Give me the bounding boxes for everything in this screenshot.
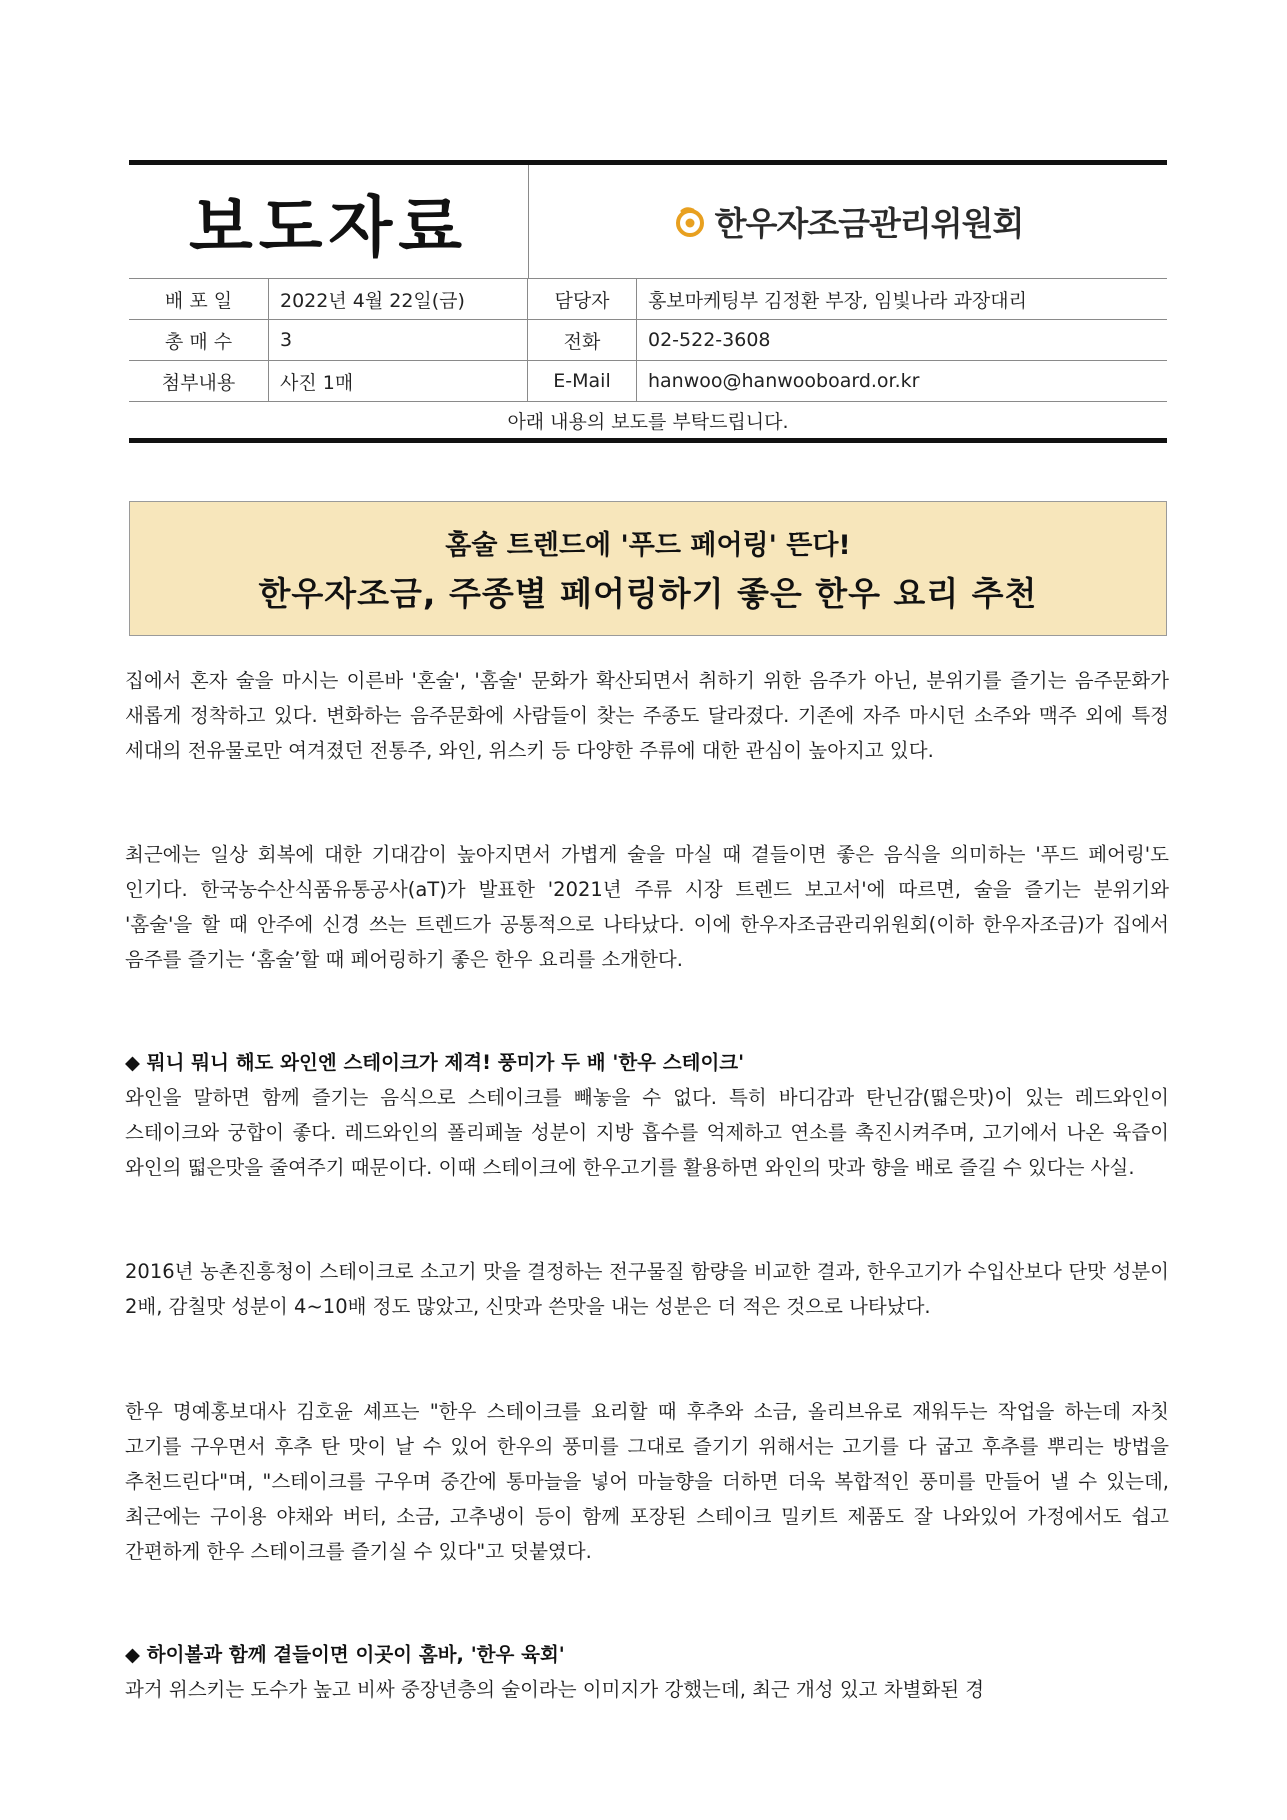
label-phone: 전화 xyxy=(528,320,637,360)
title-cell xyxy=(129,165,529,278)
info-row-pages xyxy=(129,320,1167,361)
value-attachment: 사진 1매 xyxy=(269,361,528,401)
label-date: 배 포 일 xyxy=(129,279,269,319)
headline-title: 한우자조금, 주종별 페어링하기 좋은 한우 요리 추천 xyxy=(258,573,1038,613)
value-contact: 홍보마케팅부 김정환 부장, 임빛나라 과장대리 xyxy=(648,289,1027,312)
label-pages: 총 매 수 xyxy=(129,320,269,360)
paragraph-6: 과거 위스키는 도수가 높고 비싸 중장년층의 술이라는 이미지가 강했는데, 최근 개성 있고 차별화된 경 xyxy=(125,1678,985,1701)
value-pages: 3 xyxy=(269,320,528,360)
headline-subtitle: 홈술 트렌드에 '푸드 페어링' 뜬다! xyxy=(445,529,851,561)
title-row xyxy=(129,165,1167,279)
paragraph-5: 한우 명예홍보대사 김호윤 셰프는 "한우 스테이크를 요리할 때 후추와 소금, 올리브유로 재워두는 작업을 하는데 자칫 고기를 구우면서 후추 탄 맛이 날 수 있어 한우의 풍미를 그대로 즐기기 위해서는 고기를 다 굽고 후추를 뿌리는 방법을 추천드린다"며, "스테이크를 구우며 중간에 통마늘을 넣어 마늘향을 더하면 더욱 복합적인 풍미를 만들어 낼 수 있는데, 최근에는 구이용 야채와 버터, 소금, 고추냉이 등이 함께 포장된 스테이크 밀키트 제품도 잘 나와있어 가정에서도 쉽고 간편하게 한우 스테이크를 즐기실 수 있다"고 덧붙였다. xyxy=(125,1400,1169,1563)
label-attachment: 첨부내용 xyxy=(129,361,269,401)
paragraph-1: 집에서 혼자 술을 마시는 이른바 '혼술', '홈술' 문화가 확산되면서 취하기 위한 음주가 아닌, 분위기를 즐기는 음주문화가 새롭게 정착하고 있다. 변화하는 음주문화에 사람들이 찾는 주종도 달라졌다. 기존에 자주 마시던 소주와 맥주 외에 특정 세대의 전유물로만 여겨졌던 전통주, 와인, 위스키 등 다양한 주류에 대한 관심이 높아지고 있다. xyxy=(125,669,1169,762)
section-heading-yukhoe: ◆ 하이볼과 함께 곁들이면 이곳이 홈바, '한우 육회' xyxy=(125,1643,565,1666)
info-row-attachment xyxy=(129,361,1167,402)
value-date: 2022년 4월 22일(금) xyxy=(269,279,528,319)
paragraph-4: 2016년 농촌진흥청이 스테이크로 소고기 맛을 결정하는 전구물질 함량을 비교한 결과, 한우고기가 수입산보다 단맛 성분이 2배, 감칠맛 성분이 4~10배 정도 많았고, 신맛과 쓴맛을 내는 성분은 더 적은 것으로 나타났다. xyxy=(125,1260,1169,1318)
header-table xyxy=(129,160,1167,443)
paragraph-2: 최근에는 일상 회복에 대한 기대감이 높아지면서 가볍게 술을 마실 때 곁들이면 좋은 음식을 의미하는 '푸드 페어링'도 인기다. 한국농수산식품유통공사(aT)가 발표한 '2021년 주류 시장 트렌드 보고서'에 따르면, 술을 즐기는 분위기와 '홈술'을 할 때 안주에 신경 쓰는 트렌드가 공통적으로 나타났다. 이에 한우자조금관리위원회(이하 한우자조금)가 집에서 음주를 즐기는 ‘홈술’할 때 페어링하기 좋은 한우 요리를 소개한다. xyxy=(125,843,1169,971)
org-logo xyxy=(673,198,1024,245)
headline-box xyxy=(129,501,1167,636)
paragraph-3: 와인을 말하면 함께 즐기는 음식으로 스테이크를 빼놓을 수 없다. 특히 바디감과 탄닌감(떫은맛)이 있는 레드와인이 스테이크와 궁합이 좋다. 레드와인의 폴리페놀 성분이 지방 흡수를 억제하고 연소를 촉진시켜주며, 고기에서 나온 육즙이 와인의 떫은맛을 줄여주기 때문이다. 이때 스테이크에 한우고기를 활용하면 와인의 맛과 향을 배로 즐길 수 있다는 사실. xyxy=(125,1086,1169,1179)
section-heading-steak: ◆ 뭐니 뭐니 해도 와인엔 스테이크가 제격! 풍미가 두 배 '한우 스테이크' xyxy=(125,1051,745,1074)
logo-cell xyxy=(529,165,1167,278)
page-title: 보도자료 xyxy=(188,189,469,266)
org-name: 한우자조금관리위원회 xyxy=(714,204,1024,243)
label-email: E-Mail xyxy=(528,361,637,401)
info-row-date xyxy=(129,279,1167,320)
hanwoo-logo-icon xyxy=(673,205,707,239)
value-phone: 02-522-3608 xyxy=(648,329,771,351)
label-contact: 담당자 xyxy=(528,279,637,319)
request-note: 아래 내용의 보도를 부탁드립니다. xyxy=(507,410,789,433)
value-email[interactable]: hanwoo@hanwooboard.or.kr xyxy=(648,370,920,392)
